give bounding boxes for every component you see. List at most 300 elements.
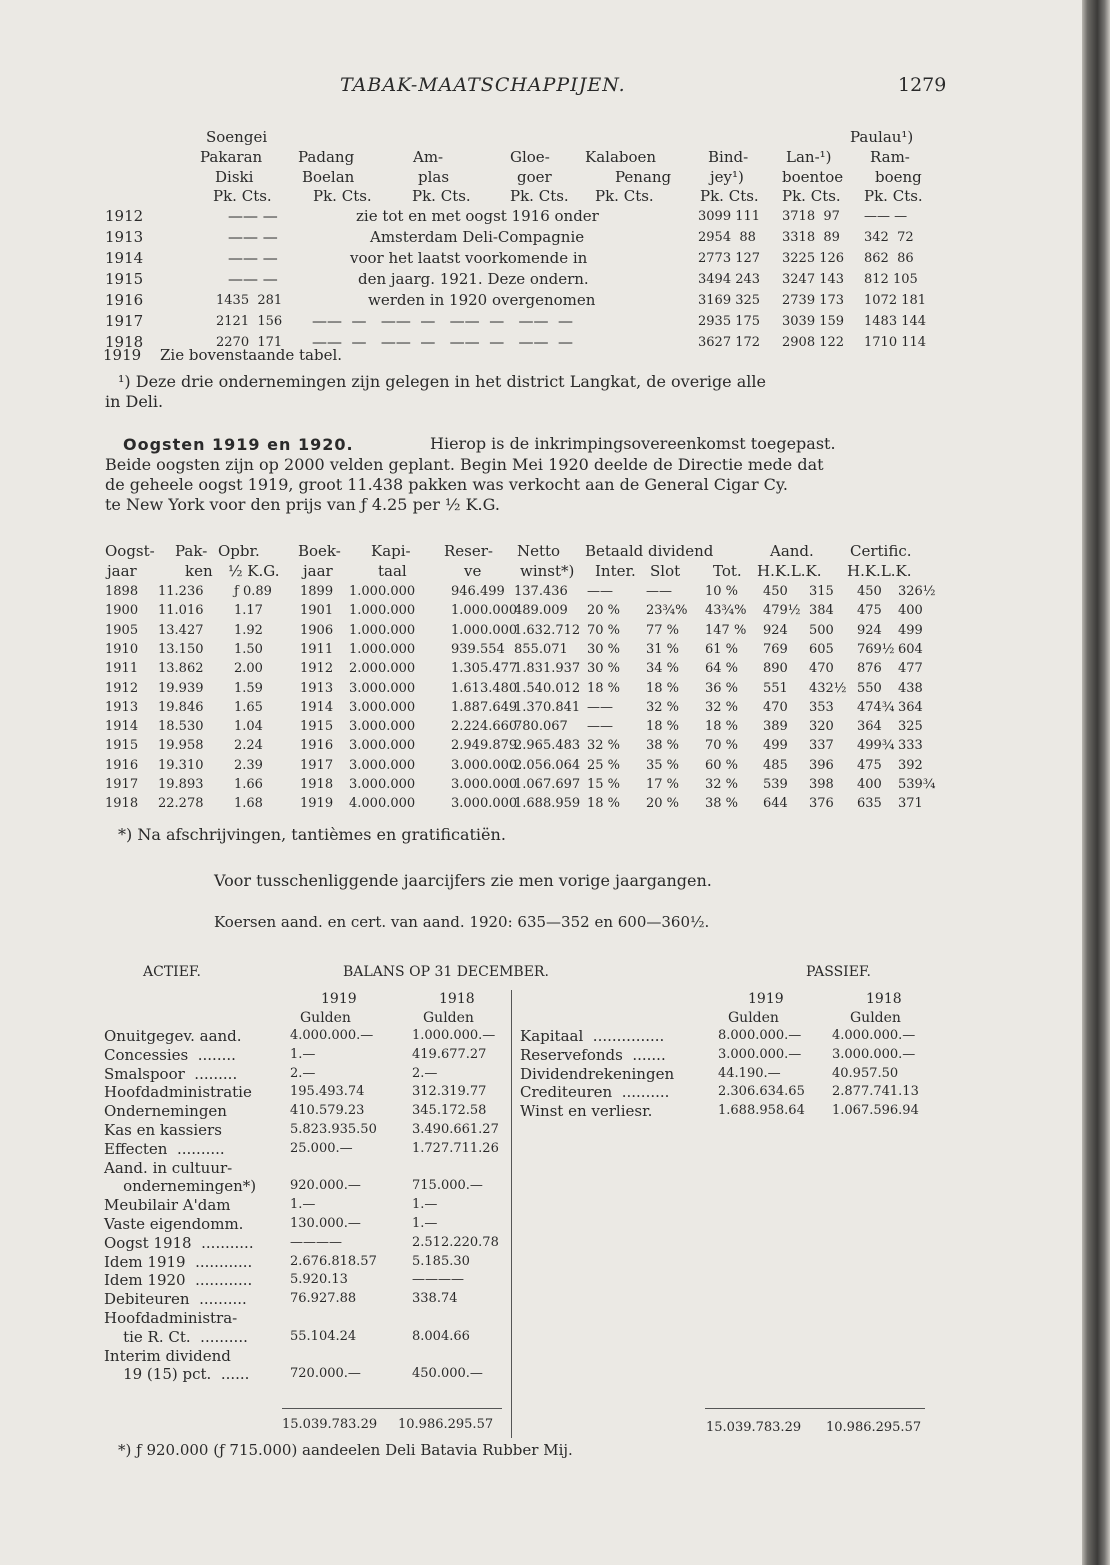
- balance-label: 19 (15) pct. ......: [104, 1365, 250, 1384]
- actief-label: ACTIEF.: [143, 964, 201, 980]
- footnote-langkat: ¹) Deze drie ondernemingen zijn gelegen in het district Langkat, de overige alle: [118, 372, 766, 391]
- table-cell: 60 %: [705, 757, 739, 773]
- value-1919: 2.306.634.65: [718, 1084, 805, 1100]
- cell-bindjey: 2935 175: [698, 314, 761, 329]
- table-cell: 1913: [300, 680, 334, 696]
- table-cell: 769: [763, 641, 788, 657]
- table-cell: 19.310: [158, 757, 204, 773]
- table-cell: 22.278: [158, 796, 204, 812]
- cell-paulau: 862 86: [864, 251, 914, 266]
- balance-title: BALANS OP 31 DECEMBER.: [343, 964, 549, 980]
- cell-langkat: 3039 159: [782, 314, 845, 329]
- cell-merged-note: zie tot en met oogst 1916 onder: [356, 207, 599, 225]
- value-1919: 195.493.74: [290, 1084, 365, 1100]
- total-passief-1918: 10.986.295.57: [826, 1420, 922, 1435]
- cell-bindjey: 3099 111: [698, 209, 761, 224]
- table-cell: 18 %: [646, 680, 680, 696]
- page-number: 1279: [898, 74, 947, 96]
- value-1919: ————: [290, 1234, 342, 1250]
- table-cell: 147 %: [705, 622, 747, 638]
- table-cell: 1905: [105, 622, 139, 638]
- table-cell: 3.000.000: [451, 757, 518, 773]
- balance-label: Kas en kassiers: [104, 1121, 222, 1139]
- table-cell: 1911: [300, 641, 334, 657]
- table-cell: 32 %: [587, 738, 621, 754]
- col-header: H.K.L.K.: [847, 562, 912, 580]
- cell-langkat: 3318 89: [782, 230, 840, 245]
- table-cell: 470: [763, 699, 788, 715]
- table-cell: 551: [763, 680, 788, 696]
- table-cell: 3.000.000: [349, 699, 416, 715]
- col-header: Inter.: [595, 562, 636, 580]
- year-header: 1919: [748, 991, 784, 1007]
- table-cell: 946.499: [451, 584, 505, 599]
- table-cell: 1914: [105, 719, 139, 735]
- table-cell: 477: [898, 661, 923, 677]
- unit-header: Pk. Cts.: [700, 187, 759, 205]
- table-cell: 364: [857, 719, 882, 735]
- page-header-title: TABAK-MAATSCHAPPIJEN.: [340, 74, 626, 96]
- table-cell: 18 %: [646, 719, 680, 735]
- table-cell: 2.949.879: [451, 738, 518, 754]
- table-cell: 644: [763, 796, 788, 812]
- table-cell: 20 %: [646, 796, 680, 812]
- value-1918: ————: [412, 1272, 464, 1288]
- col-header: jaar: [303, 562, 333, 580]
- col-header: plas: [418, 168, 450, 186]
- value-1918: 1.727.711.26: [412, 1140, 499, 1156]
- cell-paulau: 1710 114: [864, 335, 927, 350]
- table-cell: 1913: [105, 699, 139, 715]
- table-cell: 1916: [105, 757, 139, 773]
- table-cell: 15 %: [587, 777, 621, 792]
- note-tusschenliggende: Voor tusschenliggende jaarcijfers zie men vorige jaargangen.: [214, 871, 712, 890]
- value-1919: 25.000.—: [290, 1140, 353, 1156]
- balance-label: Meubilair A'dam: [104, 1196, 231, 1215]
- table-cell: 475: [857, 757, 882, 773]
- table-cell: ——: [587, 719, 613, 735]
- total-actief-1918: 10.986.295.57: [398, 1417, 494, 1432]
- cell-soengei: —— —: [228, 270, 278, 288]
- column-divider: [511, 990, 512, 1438]
- value-1918: 3.490.661.27: [412, 1122, 499, 1137]
- col-header: Netto: [517, 542, 561, 560]
- col-header: Ram-: [870, 148, 910, 166]
- cell-langkat: 2908 122: [782, 335, 845, 350]
- value-1919: 5.920.13: [290, 1272, 348, 1288]
- table-cell: 3.000.000: [349, 680, 416, 696]
- table-cell: 1917: [105, 777, 139, 792]
- table-cell: 398: [809, 777, 834, 792]
- table-cell: 780.067: [514, 719, 568, 735]
- table-cell: 337: [809, 738, 834, 754]
- table-cell: 384: [809, 603, 834, 619]
- col-header: winst*): [520, 562, 575, 580]
- col-header: Oogst-: [105, 542, 155, 560]
- year-header: 1918: [439, 991, 475, 1007]
- value-1918: 40.957.50: [832, 1065, 899, 1081]
- table-cell: 34 %: [646, 661, 680, 677]
- passief-label: PASSIEF.: [806, 964, 871, 980]
- table-cell: 392: [898, 757, 923, 773]
- col-header: Gloe-: [510, 148, 550, 166]
- cell-paulau: 342 72: [864, 230, 914, 245]
- table-cell: 17 %: [646, 777, 680, 792]
- table-cell: 470: [809, 661, 834, 677]
- table-cell: 635: [857, 796, 882, 812]
- value-1919: 720.000.—: [290, 1366, 361, 1382]
- table-cell: 1912: [300, 661, 334, 677]
- cell-langkat: 3225 126: [782, 251, 845, 266]
- table-cell: 890: [763, 661, 788, 677]
- row-note: Zie bovenstaande tabel.: [160, 346, 343, 364]
- col-header: Kapi-: [371, 542, 411, 560]
- col-header: jaar: [107, 562, 137, 580]
- row-year: 1918: [105, 333, 144, 351]
- table-cell: 353: [809, 699, 834, 715]
- balance-label: Effecten ..........: [104, 1139, 225, 1158]
- table-cell: 31 %: [646, 641, 680, 657]
- table-cell: 1915: [300, 719, 334, 735]
- cell-bindjey: 3627 172: [698, 335, 761, 350]
- table-cell: 1.000.000: [451, 622, 518, 638]
- col-header: goer: [517, 168, 552, 186]
- row-year: 1915: [105, 270, 144, 288]
- table-cell: 1.831.937: [514, 661, 581, 677]
- col-header: Kalaboen: [585, 148, 657, 166]
- year-header: 1919: [321, 991, 357, 1007]
- value-1919: 410.579.23: [290, 1103, 365, 1119]
- col-header: Reser-: [444, 542, 493, 560]
- table-cell: 1.65: [234, 699, 263, 715]
- cell-soengei: 1435 281: [216, 293, 283, 308]
- cell-soengei: —— —: [228, 228, 278, 246]
- table-cell: 13.427: [158, 622, 204, 638]
- col-header: Soengei: [206, 128, 268, 146]
- table-cell: 1911: [105, 661, 139, 677]
- value-1918: 8.004.66: [412, 1328, 470, 1344]
- table-cell: 876: [857, 661, 882, 677]
- table-cell: 1919: [300, 796, 334, 812]
- balance-label: Oogst 1918 ...........: [104, 1233, 254, 1252]
- unit-header: Pk. Cts.: [213, 187, 272, 205]
- col-header: Tot.: [713, 562, 742, 580]
- table-cell: 1.000.000: [349, 622, 416, 638]
- value-1919: 3.000.000.—: [718, 1046, 802, 1062]
- table-cell: 18 %: [705, 719, 739, 735]
- table-cell: 1.370.841: [514, 699, 581, 715]
- cell-merged-note: den jaarg. 1921. Deze ondern.: [358, 270, 589, 288]
- table-cell: 1912: [105, 680, 139, 696]
- table-cell: 35 %: [646, 757, 680, 773]
- col-header: Boelan: [302, 168, 355, 186]
- table-cell: 485: [763, 757, 788, 773]
- table-cell: 2.24: [234, 738, 263, 754]
- table-cell: 30 %: [587, 661, 621, 677]
- table-cell: 77 %: [646, 622, 680, 638]
- table-cell: 43¾%: [705, 603, 747, 619]
- unit-header: Pk. Cts.: [782, 187, 841, 205]
- table-cell: 450: [763, 584, 788, 599]
- table-cell: 2.965.483: [514, 738, 581, 754]
- table-cell: 1901: [300, 603, 334, 619]
- value-1918: 1.000.000.—: [412, 1028, 496, 1043]
- table-cell: ——: [646, 584, 672, 599]
- footnote-langkat-cont: in Deli.: [105, 392, 164, 411]
- value-1918: 5.185.30: [412, 1253, 470, 1269]
- table-cell: 11.236: [158, 584, 204, 599]
- cell-dashes: —— — —— — —— — —— —: [312, 312, 574, 330]
- table-cell: 1918: [300, 777, 334, 792]
- table-cell: 550: [857, 680, 882, 696]
- table-cell: 32 %: [705, 777, 739, 792]
- table-cell: 36 %: [705, 680, 739, 696]
- unit-header: Gulden: [423, 1010, 474, 1026]
- col-header: boeng: [875, 168, 922, 186]
- table-cell: 479½: [763, 603, 801, 619]
- value-1919: 4.000.000.—: [290, 1028, 374, 1043]
- table-cell: 19.846: [158, 699, 204, 715]
- table-cell: 364: [898, 699, 923, 715]
- table-cell: 1900: [105, 603, 139, 619]
- col-header: Certific.: [850, 542, 912, 560]
- year-header: 1918: [866, 991, 902, 1007]
- table-cell: 3.000.000: [349, 777, 416, 792]
- table-cell: 38 %: [705, 796, 739, 812]
- table-cell: 19.893: [158, 777, 204, 792]
- value-1919: 55.104.24: [290, 1328, 357, 1344]
- value-1918: 345.172.58: [412, 1103, 487, 1119]
- table-cell: 18 %: [587, 796, 621, 812]
- paragraph-line: de geheele oogst 1919, groot 11.438 pakken was verkocht aan de General Cigar Cy.: [105, 475, 788, 494]
- table-cell: 32 %: [646, 699, 680, 715]
- table-cell: 474¾: [857, 699, 895, 715]
- table-cell: 70 %: [587, 622, 621, 638]
- unit-header: Gulden: [728, 1010, 779, 1026]
- value-1919: 2.—: [290, 1065, 316, 1081]
- total-passief-1919: 15.039.783.29: [706, 1420, 802, 1435]
- paragraph-line: Beide oogsten zijn op 2000 velden geplant. Begin Mei 1920 deelde de Directie mede dat: [105, 455, 824, 474]
- table-cell: 70 %: [705, 738, 739, 754]
- table-cell: 924: [763, 622, 788, 638]
- book-spine: [1082, 0, 1110, 1565]
- balance-label: Idem 1920 ............: [104, 1271, 253, 1290]
- balance-label: Hoofdadministra-: [104, 1309, 238, 1327]
- table-cell: 2.224.660: [451, 719, 518, 735]
- table-cell: 1.067.697: [514, 777, 581, 792]
- value-1918: 450.000.—: [412, 1366, 483, 1382]
- table-cell: 325: [898, 719, 923, 735]
- table-cell: 1.17: [234, 603, 263, 619]
- value-1919: 76.927.88: [290, 1291, 357, 1307]
- table-cell: 326½: [898, 584, 936, 599]
- cell-langkat: 3718 97: [782, 209, 840, 224]
- table-cell: 400: [898, 603, 923, 619]
- table-cell: 1.632.712: [514, 622, 581, 638]
- table-cell: 400: [857, 777, 882, 792]
- cell-paulau: —— —: [864, 209, 908, 224]
- table-cell: 539¾: [898, 777, 936, 792]
- table-cell: 1916: [300, 738, 334, 754]
- col-header: ve: [464, 562, 482, 580]
- total-rule: [705, 1408, 925, 1409]
- value-1919: 8.000.000.—: [718, 1028, 802, 1043]
- table-cell: 450: [857, 584, 882, 599]
- col-header: Am-: [413, 148, 444, 166]
- table-cell: 3.000.000: [349, 719, 416, 735]
- table-cell: 371: [898, 796, 923, 812]
- table-cell: 333: [898, 738, 923, 754]
- value-1918: 1.067.596.94: [832, 1103, 919, 1119]
- cell-merged-note: werden in 1920 overgenomen: [368, 291, 596, 309]
- table-cell: 438: [898, 680, 923, 696]
- table-cell: 19.958: [158, 738, 204, 754]
- table-cell: 18 %: [587, 680, 621, 696]
- table-cell: 432½: [809, 680, 847, 696]
- table-cell: 18.530: [158, 719, 204, 735]
- col-header: Opbr.: [218, 542, 260, 560]
- table-cell: 500: [809, 622, 834, 638]
- table-cell: 376: [809, 796, 834, 812]
- table-cell: 2.000.000: [349, 661, 416, 677]
- value-1918: 2.877.741.13: [832, 1084, 919, 1100]
- total-rule: [282, 1408, 502, 1409]
- col-header: Pak-: [175, 542, 208, 560]
- table-cell: 2.056.064: [514, 757, 581, 773]
- table-cell: 1.540.012: [514, 680, 581, 696]
- paragraph-line: Hierop is de inkrimpingsovereenkomst toegepast.: [430, 434, 836, 453]
- table-cell: 320: [809, 719, 834, 735]
- table-cell: 64 %: [705, 661, 739, 677]
- balance-label: Kapitaal ...............: [520, 1027, 665, 1045]
- col-header: boentoe: [782, 168, 844, 186]
- note-koersen: Koersen aand. en cert. van aand. 1920: 635—352 en 600—360½.: [214, 913, 710, 931]
- total-actief-1919: 15.039.783.29: [282, 1417, 378, 1432]
- unit-header: Pk. Cts.: [313, 187, 372, 205]
- table-cell: 1.000.000: [349, 584, 416, 599]
- col-header: Pakaran: [200, 148, 263, 166]
- table-cell: 1.50: [234, 641, 263, 657]
- cell-bindjey: 3169 325: [698, 293, 761, 308]
- table-cell: 19.939: [158, 680, 204, 696]
- value-1919: 920.000.—: [290, 1178, 361, 1194]
- table-cell: 1.000.000: [451, 603, 518, 619]
- col-header: jey¹): [710, 168, 744, 186]
- row-year: 1916: [105, 291, 144, 309]
- cell-paulau: 1072 181: [864, 293, 927, 308]
- col-header: Lan-¹): [786, 148, 832, 166]
- table-cell: ——: [587, 699, 613, 715]
- cell-langkat: 2739 173: [782, 293, 845, 308]
- section-heading: Oogsten 1919 en 1920.: [123, 435, 354, 454]
- balance-label: Interim dividend: [104, 1346, 231, 1365]
- table-cell: 23¾%: [646, 603, 688, 619]
- balance-label: tie R. Ct. ..........: [104, 1327, 248, 1346]
- balance-label: Hoofdadministratie: [104, 1083, 252, 1102]
- table-cell: 61 %: [705, 641, 739, 657]
- row-year: 1919: [103, 346, 142, 364]
- table-cell: 1.000.000: [349, 641, 416, 657]
- table-cell: 1.000.000: [349, 603, 416, 619]
- cell-soengei: 2270 171: [216, 335, 283, 350]
- balance-label: Ondernemingen: [104, 1102, 227, 1121]
- value-1919: 130.000.—: [290, 1216, 361, 1231]
- col-header: Betaald dividend: [585, 542, 714, 560]
- table-cell: 1910: [105, 641, 139, 657]
- table-cell: 3.000.000: [451, 777, 518, 792]
- balance-label: Crediteuren ..........: [520, 1083, 670, 1102]
- value-1919: 1.—: [290, 1197, 316, 1213]
- balance-label: Vaste eigendomm.: [104, 1215, 244, 1233]
- cell-bindjey: 2954 88: [698, 230, 756, 245]
- table-cell: 1.613.480: [451, 680, 518, 696]
- table-cell: 2.39: [234, 757, 263, 773]
- table-cell: 1.688.959: [514, 796, 581, 812]
- table-cell: 1.887.649: [451, 699, 518, 715]
- col-header: H.K.L.K.: [757, 562, 822, 580]
- table-cell: 924: [857, 622, 882, 638]
- table-cell: 539: [763, 777, 788, 792]
- table-cell: 855.071: [514, 641, 568, 657]
- table-cell: 3.000.000: [349, 757, 416, 773]
- value-1918: 1.—: [412, 1216, 438, 1231]
- table-cell: 604: [898, 641, 923, 657]
- footnote-aandeelen: *) ƒ 920.000 (ƒ 715.000) aandeelen Deli Batavia Rubber Mij.: [118, 1441, 573, 1459]
- cell-paulau: 812 105: [864, 272, 918, 287]
- table-cell: 499¾: [857, 738, 895, 754]
- balance-label: Dividendrekeningen: [520, 1064, 675, 1083]
- value-1918: 419.677.27: [412, 1046, 487, 1062]
- balance-label: Concessies ........: [104, 1045, 236, 1064]
- col-header: taal: [378, 562, 407, 580]
- table-cell: 1.68: [234, 796, 263, 812]
- cell-soengei: —— —: [228, 207, 278, 225]
- col-header: Boek-: [298, 542, 341, 560]
- value-1918: 4.000.000.—: [832, 1028, 916, 1043]
- col-header: ½ K.G.: [228, 562, 280, 580]
- table-cell: 2.00: [234, 661, 263, 677]
- balance-label: Winst en verliesr.: [520, 1102, 653, 1121]
- col-header: Paulau¹): [850, 128, 914, 146]
- cell-bindjey: 2773 127: [698, 251, 761, 266]
- table-cell: 1898: [105, 584, 139, 599]
- paragraph-line: te New York voor den prijs van ƒ 4.25 per ½ K.G.: [105, 495, 500, 514]
- col-header: ken: [185, 562, 213, 580]
- table-cell: 3.000.000: [349, 738, 416, 754]
- unit-header: Pk. Cts.: [595, 187, 654, 205]
- table-cell: 13.862: [158, 661, 204, 677]
- table-cell: 38 %: [646, 738, 680, 754]
- table-cell: 605: [809, 641, 834, 657]
- value-1919: 44.190.—: [718, 1065, 781, 1081]
- table-cell: 1.305.477: [451, 661, 518, 677]
- table-cell: 30 %: [587, 641, 621, 657]
- value-1919: 1.—: [290, 1046, 316, 1062]
- cell-langkat: 3247 143: [782, 272, 845, 287]
- table-cell: 1906: [300, 622, 334, 638]
- balance-label: ondernemingen*): [104, 1177, 257, 1196]
- table-cell: 1.92: [234, 622, 263, 638]
- table-cell: 475: [857, 603, 882, 619]
- value-1918: 3.000.000.—: [832, 1046, 916, 1062]
- unit-header: Pk. Cts.: [412, 187, 471, 205]
- col-header: Diski: [215, 168, 254, 186]
- table-cell: 1.59: [234, 680, 263, 696]
- table-cell: 25 %: [587, 757, 621, 773]
- row-year: 1914: [105, 249, 144, 267]
- balance-label: Onuitgegev. aand.: [104, 1027, 242, 1045]
- table-cell: 1899: [300, 584, 334, 599]
